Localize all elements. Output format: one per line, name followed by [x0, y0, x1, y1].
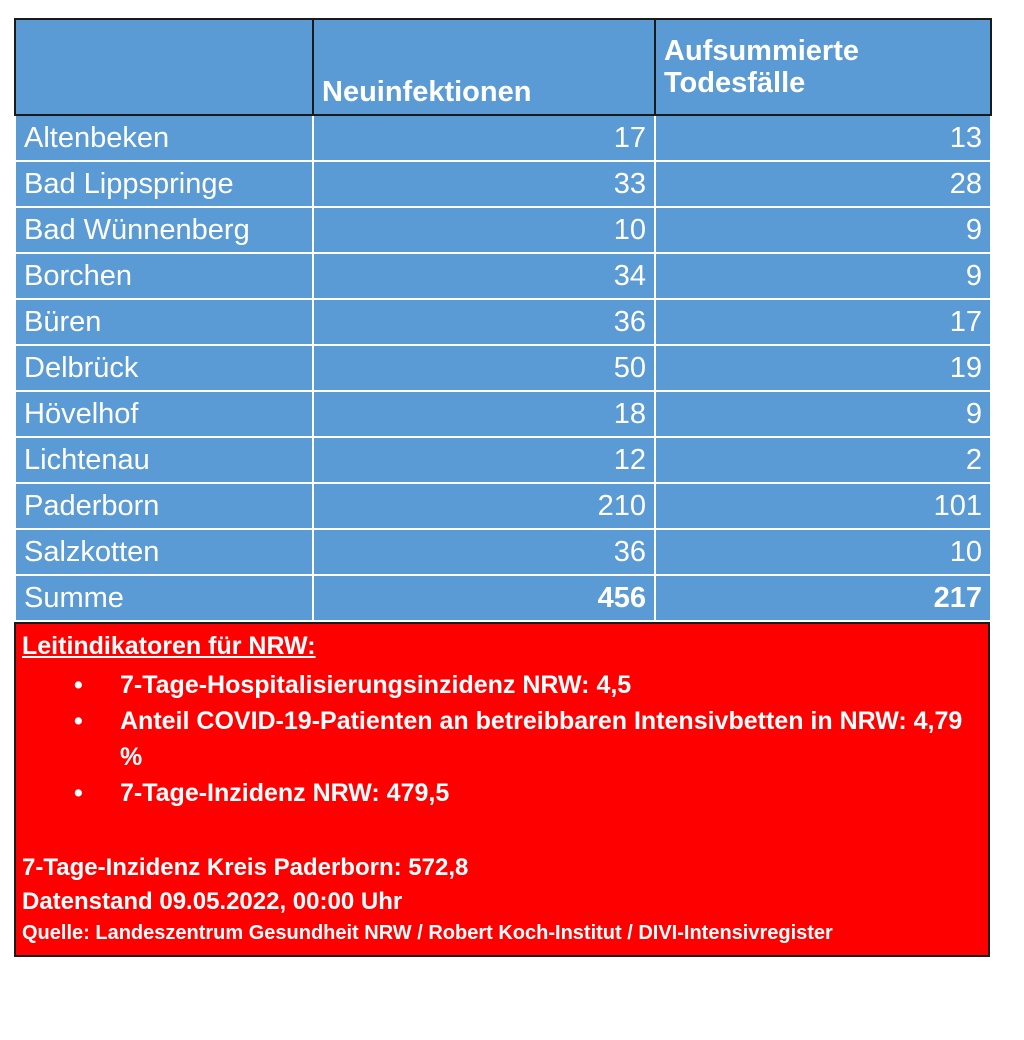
municipality-name: Bad Wünnenberg	[15, 207, 313, 253]
new-infections-value: 36	[313, 529, 655, 575]
table-row	[15, 483, 991, 529]
municipality-name: Bad Lippspringe	[15, 161, 313, 207]
indicator-text: Anteil COVID-19-Patienten an betreibbaren Intensivbetten in NRW: 4,79 %	[120, 707, 963, 771]
municipality-name: Büren	[15, 299, 313, 345]
table-row	[15, 529, 991, 575]
new-infections-value: 12	[313, 437, 655, 483]
municipality-name: Borchen	[15, 253, 313, 299]
deaths-value: 2	[655, 437, 991, 483]
table-row	[15, 345, 991, 391]
table-row	[15, 161, 991, 207]
indicator-text: 7-Tage-Hospitalisierungsinzidenz NRW: 4,5	[120, 671, 632, 699]
deaths-value: 10	[655, 529, 991, 575]
deaths-value: 28	[655, 161, 991, 207]
covid-statistics-sheet	[14, 18, 990, 957]
header-cumulative-deaths-line1: Aufsummierte	[664, 35, 859, 67]
new-infections-value: 33	[313, 161, 655, 207]
total-row	[15, 575, 991, 621]
table-row	[15, 207, 991, 253]
municipality-name: Lichtenau	[15, 437, 313, 483]
indicators-heading: Leitindikatoren für NRW:	[22, 632, 316, 660]
header-new-infections: Neuinfektionen	[313, 19, 655, 115]
source-note: Quelle: Landeszentrum Gesundheit NRW / Robert Koch-Institut / DIVI-Intensivregister	[22, 922, 833, 944]
municipality-name: Salzkotten	[15, 529, 313, 575]
list-item	[74, 703, 988, 775]
list-item	[74, 775, 988, 811]
header-cumulative-deaths	[655, 19, 991, 115]
header-municipality	[15, 19, 313, 115]
deaths-value: 13	[655, 115, 991, 161]
new-infections-value: 17	[313, 115, 655, 161]
table-row	[15, 391, 991, 437]
municipality-name: Hövelhof	[15, 391, 313, 437]
total-new-infections: 456	[313, 575, 655, 621]
deaths-value: 19	[655, 345, 991, 391]
nrw-indicators-box	[14, 622, 990, 957]
municipality-name: Altenbeken	[15, 115, 313, 161]
kreis-incidence: 7-Tage-Inzidenz Kreis Paderborn: 572,8	[22, 854, 469, 881]
new-infections-value: 18	[313, 391, 655, 437]
data-date: Datenstand 09.05.2022, 00:00 Uhr	[22, 888, 403, 915]
municipality-name: Paderborn	[15, 483, 313, 529]
municipality-name: Delbrück	[15, 345, 313, 391]
new-infections-value: 10	[313, 207, 655, 253]
list-item	[74, 667, 988, 703]
table-header-row	[15, 19, 991, 115]
bullet-icon: •	[74, 671, 83, 699]
table-row	[15, 299, 991, 345]
table-row	[15, 253, 991, 299]
new-infections-value: 50	[313, 345, 655, 391]
deaths-value: 17	[655, 299, 991, 345]
table-row	[15, 115, 991, 161]
new-infections-value: 34	[313, 253, 655, 299]
deaths-value: 9	[655, 253, 991, 299]
bullet-icon: •	[74, 779, 83, 807]
indicator-text: 7-Tage-Inzidenz NRW: 479,5	[120, 779, 450, 807]
header-cumulative-deaths-line2: Todesfälle	[664, 67, 806, 99]
deaths-value: 9	[655, 207, 991, 253]
new-infections-value: 210	[313, 483, 655, 529]
table-row	[15, 437, 991, 483]
new-infections-value: 36	[313, 299, 655, 345]
deaths-value: 101	[655, 483, 991, 529]
total-deaths: 217	[655, 575, 991, 621]
indicators-list	[20, 667, 988, 811]
deaths-value: 9	[655, 391, 991, 437]
district-statistics-table	[14, 18, 992, 622]
bullet-icon: •	[74, 707, 83, 735]
total-label: Summe	[15, 575, 313, 621]
